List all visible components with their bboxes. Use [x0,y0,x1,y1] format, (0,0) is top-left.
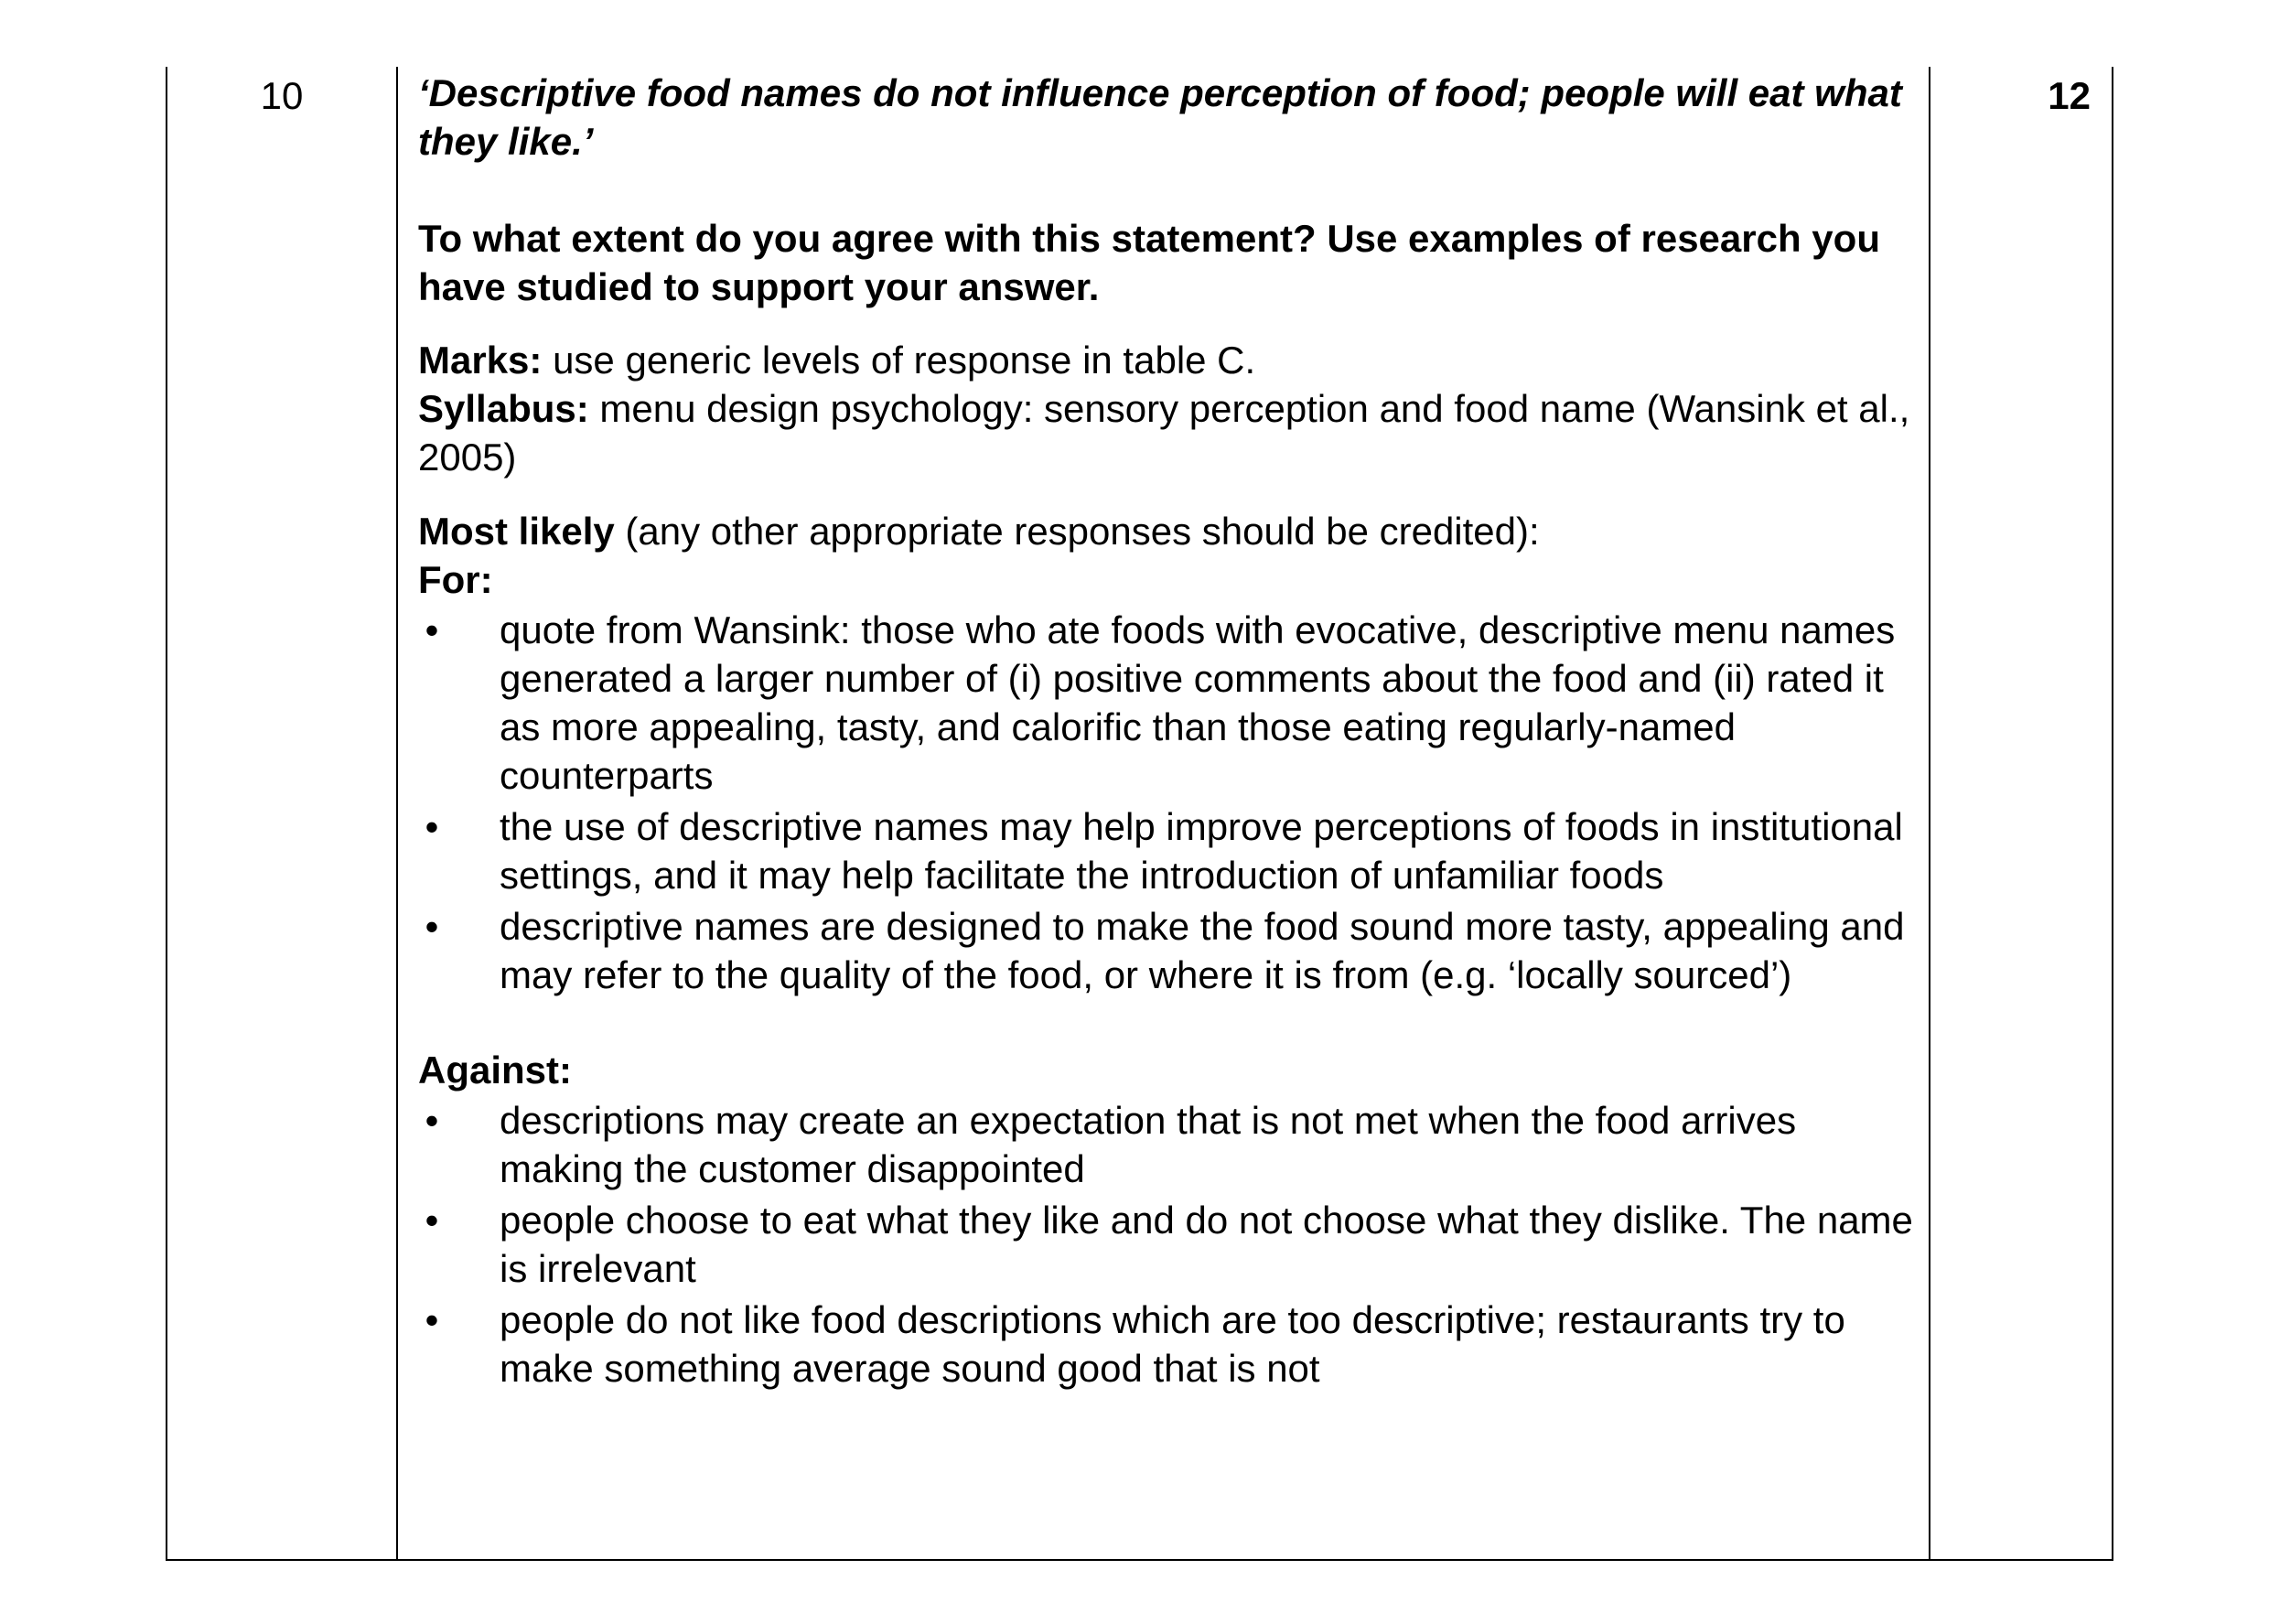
list-item [418,1196,1919,1293]
list-item-text: people choose to eat what they like and do not choose what they dislike. The name is irrelevant [500,1199,1913,1290]
against-heading: Against: [418,1049,572,1092]
most-likely-label: Most likely [418,510,615,553]
question-marks: 12 [2048,74,2091,117]
question-instruction: To what extent do you agree with this statement? Use examples of research you have studied to support your answer. [418,217,1880,308]
question-number: 10 [260,74,304,117]
syllabus-label: Syllabus: [418,387,589,430]
syllabus-line [418,384,1919,481]
syllabus-text: menu design psychology: sensory perception and food name (Wansink et al., 2005) [418,387,1910,479]
table-border-marks-divider [1929,67,1930,1561]
most-likely-line [418,507,1919,555]
most-likely-text: (any other appropriate responses should be credited): [614,510,1540,553]
list-item-text: quote from Wansink: those who ate foods with evocative, descriptive menu names generated a larger number of (i) positive comments about the food and (ii) rated it as more appealing, tasty, and calorific than those eating regularly-named counterparts [500,608,1896,797]
bullet-icon: • [425,905,439,948]
list-item [418,1296,1919,1393]
table-border-question-divider [396,67,398,1561]
table-border-bottom [166,1559,2113,1561]
marks-line [418,336,1919,384]
against-list [418,1096,1919,1393]
bullet-icon: • [425,805,439,848]
question-statement: ‘Descriptive food names do not influence perception of food; people will eat what they like.’ [418,71,1902,163]
bullet-icon: • [425,1298,439,1341]
list-item [418,1096,1919,1193]
marks-text: use generic levels of response in table C. [542,339,1256,382]
bullet-icon: • [425,1199,439,1242]
table-border-right [2112,67,2113,1561]
answer-guidance [418,69,1919,1395]
list-item-text: the use of descriptive names may help improve perceptions of foods in institutional settings, and it may help facilitate the introduction of unfamiliar foods [500,805,1903,897]
list-item-text: people do not like food descriptions which are too descriptive; restaurants try to make something average sound good that is not [500,1298,1845,1390]
for-heading: For: [418,558,493,601]
bullet-icon: • [425,1099,439,1142]
table-border-left [166,67,167,1561]
bullet-icon: • [425,608,439,651]
marks-label: Marks: [418,339,543,382]
list-item-text: descriptions may create an expectation that is not met when the food arrives making the customer disappointed [500,1099,1797,1190]
for-list [418,606,1919,999]
list-item [418,606,1919,800]
list-item-text: descriptive names are designed to make the food sound more tasty, appealing and may refer to the quality of the food, or where it is from (e.g. ‘locally sourced’) [500,905,1905,996]
list-item [418,902,1919,999]
list-item [418,802,1919,899]
